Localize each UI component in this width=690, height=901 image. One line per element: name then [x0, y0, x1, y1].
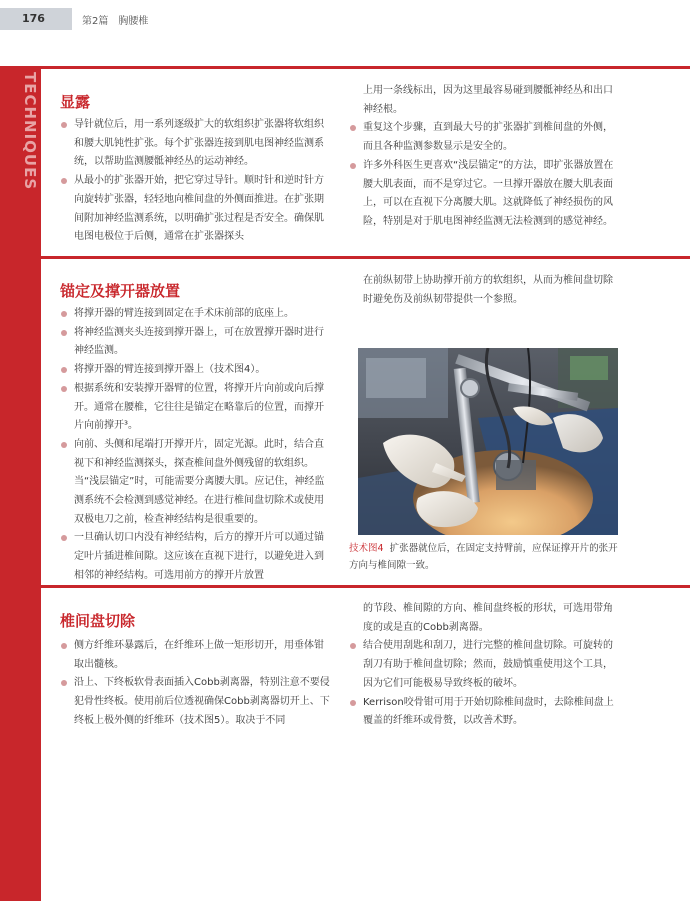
list-item: Kerrison咬骨钳可用于开始切除椎间盘时，去除椎间盘上覆盖的纤维环或骨赘，以改善术野。: [349, 694, 621, 731]
list-item: 侧方纤维环暴露后，在纤维环上做一矩形切开，用垂体钳取出髓核。: [60, 637, 332, 674]
section-rule: [41, 585, 690, 588]
page-number: 176: [22, 12, 45, 25]
list-item: 将撑开器的臂连接到撑开器上（技术图4）。: [60, 361, 332, 380]
continued-text: 的节段、椎间隙的方向、椎间盘终板的形状，可选用带角度的或是直的Cobb剥离器。: [363, 603, 613, 633]
list-item: 重复这个步骤，直到最大号的扩张器扩到椎间盘的外侧，而且各种监测参数显示是安全的。: [349, 119, 621, 156]
list-item: 许多外科医生更喜欢“浅层锚定”的方法，即扩张器放置在腰大肌表面，而不是穿过它。一旦撑开器放在腰大肌表面上，可以在直视下分离腰大肌。这就降低了神经损伤的风险，特别是对于肌电图神经监测无法检测到的感觉神经。: [349, 157, 621, 232]
section-rule: [41, 256, 690, 259]
section3-right-column: [349, 600, 621, 731]
section1-right-column: [349, 82, 621, 232]
figure-caption-text: 扩张器就位后，在固定支持臂前，应保证撑开片的张开方向与椎间隙一致。: [349, 543, 618, 571]
list-item: 结合使用刮匙和刮刀，进行完整的椎间盘切除。可旋转的刮刀有助于椎间盘切除；然而，鼓励慎重使用这个工具，因为它们可能极易导致终板的破坏。: [349, 637, 621, 693]
running-head: 第2篇 胸腰椎: [82, 16, 149, 27]
section1-left-column: [60, 116, 332, 247]
section-heading: 锚定及撑开器放置: [60, 282, 181, 300]
section3-left-column: [60, 637, 332, 731]
section-heading: 显露: [60, 93, 91, 111]
figure-caption: [349, 540, 621, 574]
side-label: TECHNIQUES: [21, 72, 39, 191]
list-item: 导针就位后，用一系列逐级扩大的软组织扩张器将软组织和腰大肌钝性扩张。每个扩张器连接到肌电图神经监测系统，以帮助监测腰骶神经丛的运动神经。: [60, 116, 332, 172]
section2-right-column: [363, 272, 621, 309]
list-item: 将神经监测夹头连接到撑开器上，可在放置撑开器时进行神经监测。: [60, 324, 332, 361]
list-item: 沿上、下终板软骨表面插入Cobb剥离器，特别注意不要侵犯骨性终板。使用前后位透视确保Cobb剥离器切开上、下终板上极外侧的纤维环（技术图5）。取决于不同: [60, 674, 332, 730]
list-item: 向前、头侧和尾端打开撑开片，固定光源。此时，结合直视下和神经监测探头，探查椎间盘外侧残留的软组织。当“浅层锚定”时，可能需要分离腰大肌。应记住，神经监测系统不会检测到感觉神经。在进行椎间盘切除术或使用双极电刀之前，检查神经结构是很重要的。: [60, 436, 332, 530]
side-bar: [0, 66, 41, 901]
list-item: 根据系统和安装撑开器臂的位置，将撑开片向前或向后撑开。通常在腰椎，它往往是锚定在略靠后的位置，而撑开片向前撑开³。: [60, 380, 332, 436]
list-item: 从最小的扩张器开始，把它穿过导针。顺时针和逆时针方向旋转扩张器，轻轻地向椎间盘的外侧面推进。在扩张期间附加神经监测系统，以明确扩张过程是否安全。确保肌电图电极位于后侧，通常在扩张器探头: [60, 172, 332, 247]
section-heading: 椎间盘切除: [60, 612, 136, 630]
list-item: 一旦确认切口内没有神经结构，后方的撑开片可以通过锚定叶片插进椎间隙。这应该在直视下进行，以避免进入到相邻的神经结构。可选用前方的撑开片放置: [60, 529, 332, 585]
continued-text: 上用一条线标出，因为这里最容易碰到腰骶神经丛和出口神经根。: [363, 85, 613, 115]
section2-left-column: [60, 305, 332, 586]
continued-text: 在前纵韧带上协助撑开前方的软组织，从而为椎间盘切除时避免伤及前纵韧带提供一个参照。: [363, 275, 613, 305]
surgical-photo-illustration: [358, 348, 618, 535]
figure-caption-label: 技术图4: [349, 543, 384, 554]
list-item: 将撑开器的臂连接到固定在手术床前部的底座上。: [60, 305, 332, 324]
surgical-photo: [358, 348, 618, 535]
section-rule: [41, 66, 690, 69]
